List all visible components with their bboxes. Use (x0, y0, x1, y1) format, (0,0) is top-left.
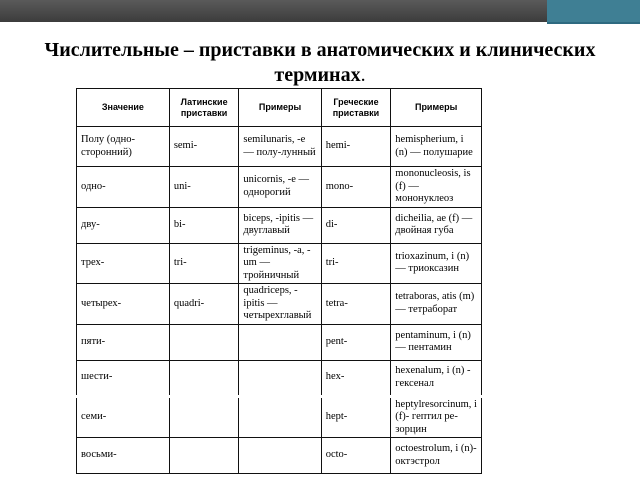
cell-latin-prefix: tri- (169, 243, 239, 284)
table-row (77, 396, 482, 438)
slide-title (0, 38, 640, 88)
table-header-row (77, 89, 482, 127)
cell-latin-example: semilunaris, -e — полу-лунный (239, 127, 321, 167)
cell-greek-example: hemispherium, i (n) — полушарие (391, 127, 482, 167)
cell-latin-example (239, 438, 321, 474)
cell-meaning: одно- (77, 167, 170, 208)
cell-greek-example: trioxazinum, i (n) — триоксазин (391, 243, 482, 284)
cell-latin-prefix: uni- (169, 167, 239, 208)
cell-latin-prefix (169, 324, 239, 360)
header-greek-examples: Примеры (391, 89, 482, 127)
cell-greek-example: pentaminum, i (n) — пентамин (391, 324, 482, 360)
cell-latin-example: biceps, -ipitis — двуглавый (239, 207, 321, 243)
table-row (77, 207, 482, 243)
table-row (77, 243, 482, 284)
header-meaning: Значение (77, 89, 170, 127)
cell-greek-example: heptylresorcinum, i (f)- гептил ре-зорцин (391, 396, 482, 438)
cell-latin-example: unicornis, -e — однорогий (239, 167, 321, 208)
slide-top-bar (0, 0, 640, 22)
cell-meaning: трех- (77, 243, 170, 284)
cell-greek-example: tetraboras, atis (m) — тетраборат (391, 284, 482, 325)
title-line-2: терминах. (274, 64, 366, 86)
cell-meaning: шести- (77, 360, 170, 396)
table-row (77, 360, 482, 396)
slide-accent-line (547, 22, 640, 24)
cell-meaning: восьми- (77, 438, 170, 474)
cell-greek-example: octoestrolum, i (n)- октэстрол (391, 438, 482, 474)
cell-latin-example (239, 360, 321, 396)
table-row (77, 127, 482, 167)
table-row (77, 324, 482, 360)
cell-latin-example (239, 324, 321, 360)
cell-greek-prefix: hept- (321, 396, 391, 438)
cell-meaning: семи- (77, 396, 170, 438)
cell-greek-prefix: tri- (321, 243, 391, 284)
cell-greek-prefix: hemi- (321, 127, 391, 167)
cell-latin-prefix (169, 438, 239, 474)
prefix-table (76, 88, 482, 474)
cell-meaning: пяти- (77, 324, 170, 360)
title-line-1: Числительные – приставки в анатомических и клинических (44, 39, 596, 61)
cell-greek-prefix: octo- (321, 438, 391, 474)
cell-latin-prefix (169, 396, 239, 438)
cell-greek-example: dicheilia, ae (f) — двойная губа (391, 207, 482, 243)
header-latin-prefixes: Латинские приставки (169, 89, 239, 127)
cell-latin-prefix: bi- (169, 207, 239, 243)
cell-greek-prefix: mono- (321, 167, 391, 208)
cell-greek-prefix: pent- (321, 324, 391, 360)
cell-meaning: дву- (77, 207, 170, 243)
cell-latin-prefix: quadri- (169, 284, 239, 325)
cell-latin-example: quadriceps, -ipitis — четырехглавый (239, 284, 321, 325)
cell-latin-prefix: semi- (169, 127, 239, 167)
table-row (77, 284, 482, 325)
cell-latin-prefix (169, 360, 239, 396)
cell-greek-prefix: hex- (321, 360, 391, 396)
cell-greek-prefix: tetra- (321, 284, 391, 325)
header-latin-examples: Примеры (239, 89, 321, 127)
table-row (77, 438, 482, 474)
cell-latin-example (239, 396, 321, 438)
cell-latin-example: trigeminus, -a, -um — тройничный (239, 243, 321, 284)
table-row (77, 167, 482, 208)
header-greek-prefixes: Греческие приставки (321, 89, 391, 127)
cell-meaning: Полу (одно-сторонний) (77, 127, 170, 167)
slide-accent-block (547, 0, 640, 22)
cell-meaning: четырех- (77, 284, 170, 325)
cell-greek-prefix: di- (321, 207, 391, 243)
cell-greek-example: mononucleosis, is (f) — мононуклеоз (391, 167, 482, 208)
cell-greek-example: hexenalum, i (n) - гексенал (391, 360, 482, 396)
